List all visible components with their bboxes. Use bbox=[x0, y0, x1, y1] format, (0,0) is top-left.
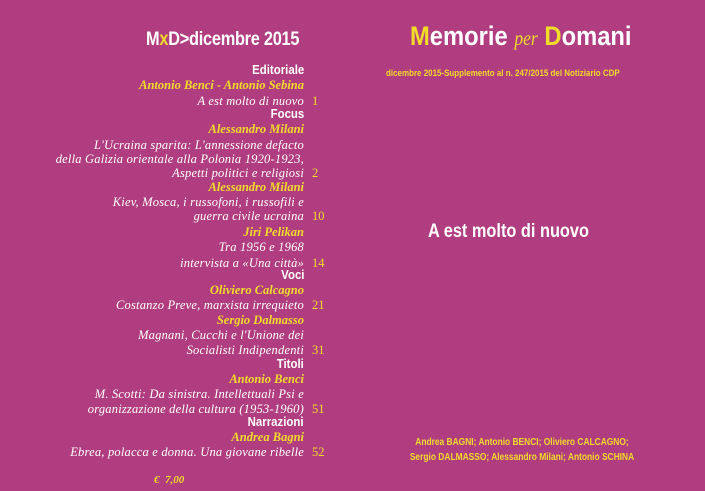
toc-title: L'Ucraina sparita: L'annessione defacto bbox=[93, 138, 304, 152]
price: € 7,00 bbox=[154, 474, 185, 486]
toc-title: A est molto di nuovo bbox=[197, 94, 304, 108]
back-cover bbox=[0, 0, 352, 491]
issue-header-rest: D>dicembre 2015 bbox=[168, 29, 300, 50]
toc-section: Titoli bbox=[276, 356, 304, 371]
toc-title: Aspetti politici e religiosi bbox=[172, 166, 304, 180]
magazine-title-omani: omani bbox=[561, 21, 632, 51]
toc-page-number: 31 bbox=[312, 343, 325, 357]
toc-page-number: 51 bbox=[312, 402, 325, 416]
toc-title: M. Scotti: Da sinistra. Intellettuali Psi e bbox=[94, 387, 304, 401]
authors-line-1: Andrea BAGNI; Antonio BENCI; Oliviero CALCAGNO; bbox=[415, 437, 629, 448]
toc-title: della Galizia orientale alla Polonia 1920-1923, bbox=[55, 152, 304, 166]
toc-author: Antonio Benci - Antonio Sebina bbox=[139, 78, 304, 92]
toc-author: Jiri Pelikan bbox=[243, 225, 304, 239]
issue-header-m: M bbox=[146, 29, 160, 50]
toc-title: Costanzo Preve, marxista irrequieto bbox=[116, 298, 304, 312]
toc-title: Magnani, Cucchi e l'Unione dei bbox=[138, 328, 304, 342]
toc-title: intervista a «Una città» bbox=[180, 256, 304, 270]
issue-main-title: A est molto di nuovo bbox=[428, 221, 589, 242]
toc-page-number: 10 bbox=[312, 209, 325, 223]
toc-page-number: 1 bbox=[312, 94, 319, 108]
toc-page-number: 52 bbox=[312, 445, 325, 459]
table-of-contents bbox=[0, 0, 352, 491]
toc-section: Focus bbox=[270, 106, 304, 121]
toc-page-number: 21 bbox=[312, 298, 325, 312]
toc-author: Alessandro Milani bbox=[208, 122, 304, 136]
magazine-title bbox=[410, 21, 632, 52]
toc-title: Socialisti Indipendenti bbox=[186, 343, 304, 357]
toc-title: Kiev, Mosca, i russofoni, i russofili e bbox=[112, 195, 304, 209]
authors-list bbox=[396, 435, 648, 465]
toc-title: organizzazione della cultura (1953-1960) bbox=[87, 402, 304, 416]
toc-author: Andrea Bagni bbox=[231, 430, 304, 444]
front-cover bbox=[352, 0, 705, 491]
magazine-title-d: D bbox=[544, 21, 562, 51]
issue-header-x: x bbox=[159, 29, 169, 50]
toc-section: Editoriale bbox=[251, 62, 304, 77]
magazine-title-emorie: emorie bbox=[429, 21, 515, 51]
magazine-title-m: M bbox=[410, 21, 430, 51]
toc-author: Alessandro Milani bbox=[208, 180, 304, 194]
toc-title: Ebrea, polacca e donna. Una giovane ribelle bbox=[70, 445, 304, 459]
toc-section: Voci bbox=[280, 267, 304, 282]
magazine-title-per: per bbox=[514, 28, 538, 50]
supplement-line: dicembre 2015-Supplemento al n. 247/2015 del Notiziario CDP bbox=[386, 68, 620, 79]
authors-line-2: Sergio DALMASSO; Alessandro Milani; Antonio SCHINA bbox=[409, 452, 635, 463]
toc-author: Oliviero Calcagno bbox=[209, 283, 304, 297]
toc-section: Narrazioni bbox=[248, 414, 304, 429]
toc-page-number: 2 bbox=[312, 166, 319, 180]
toc-author: Sergio Dalmasso bbox=[216, 313, 304, 327]
toc-page-number: 14 bbox=[312, 256, 325, 270]
toc-title: Tra 1956 e 1968 bbox=[218, 240, 304, 254]
toc-author: Antonio Benci bbox=[229, 372, 304, 386]
toc-title: guerra civile ucraina bbox=[193, 209, 304, 223]
